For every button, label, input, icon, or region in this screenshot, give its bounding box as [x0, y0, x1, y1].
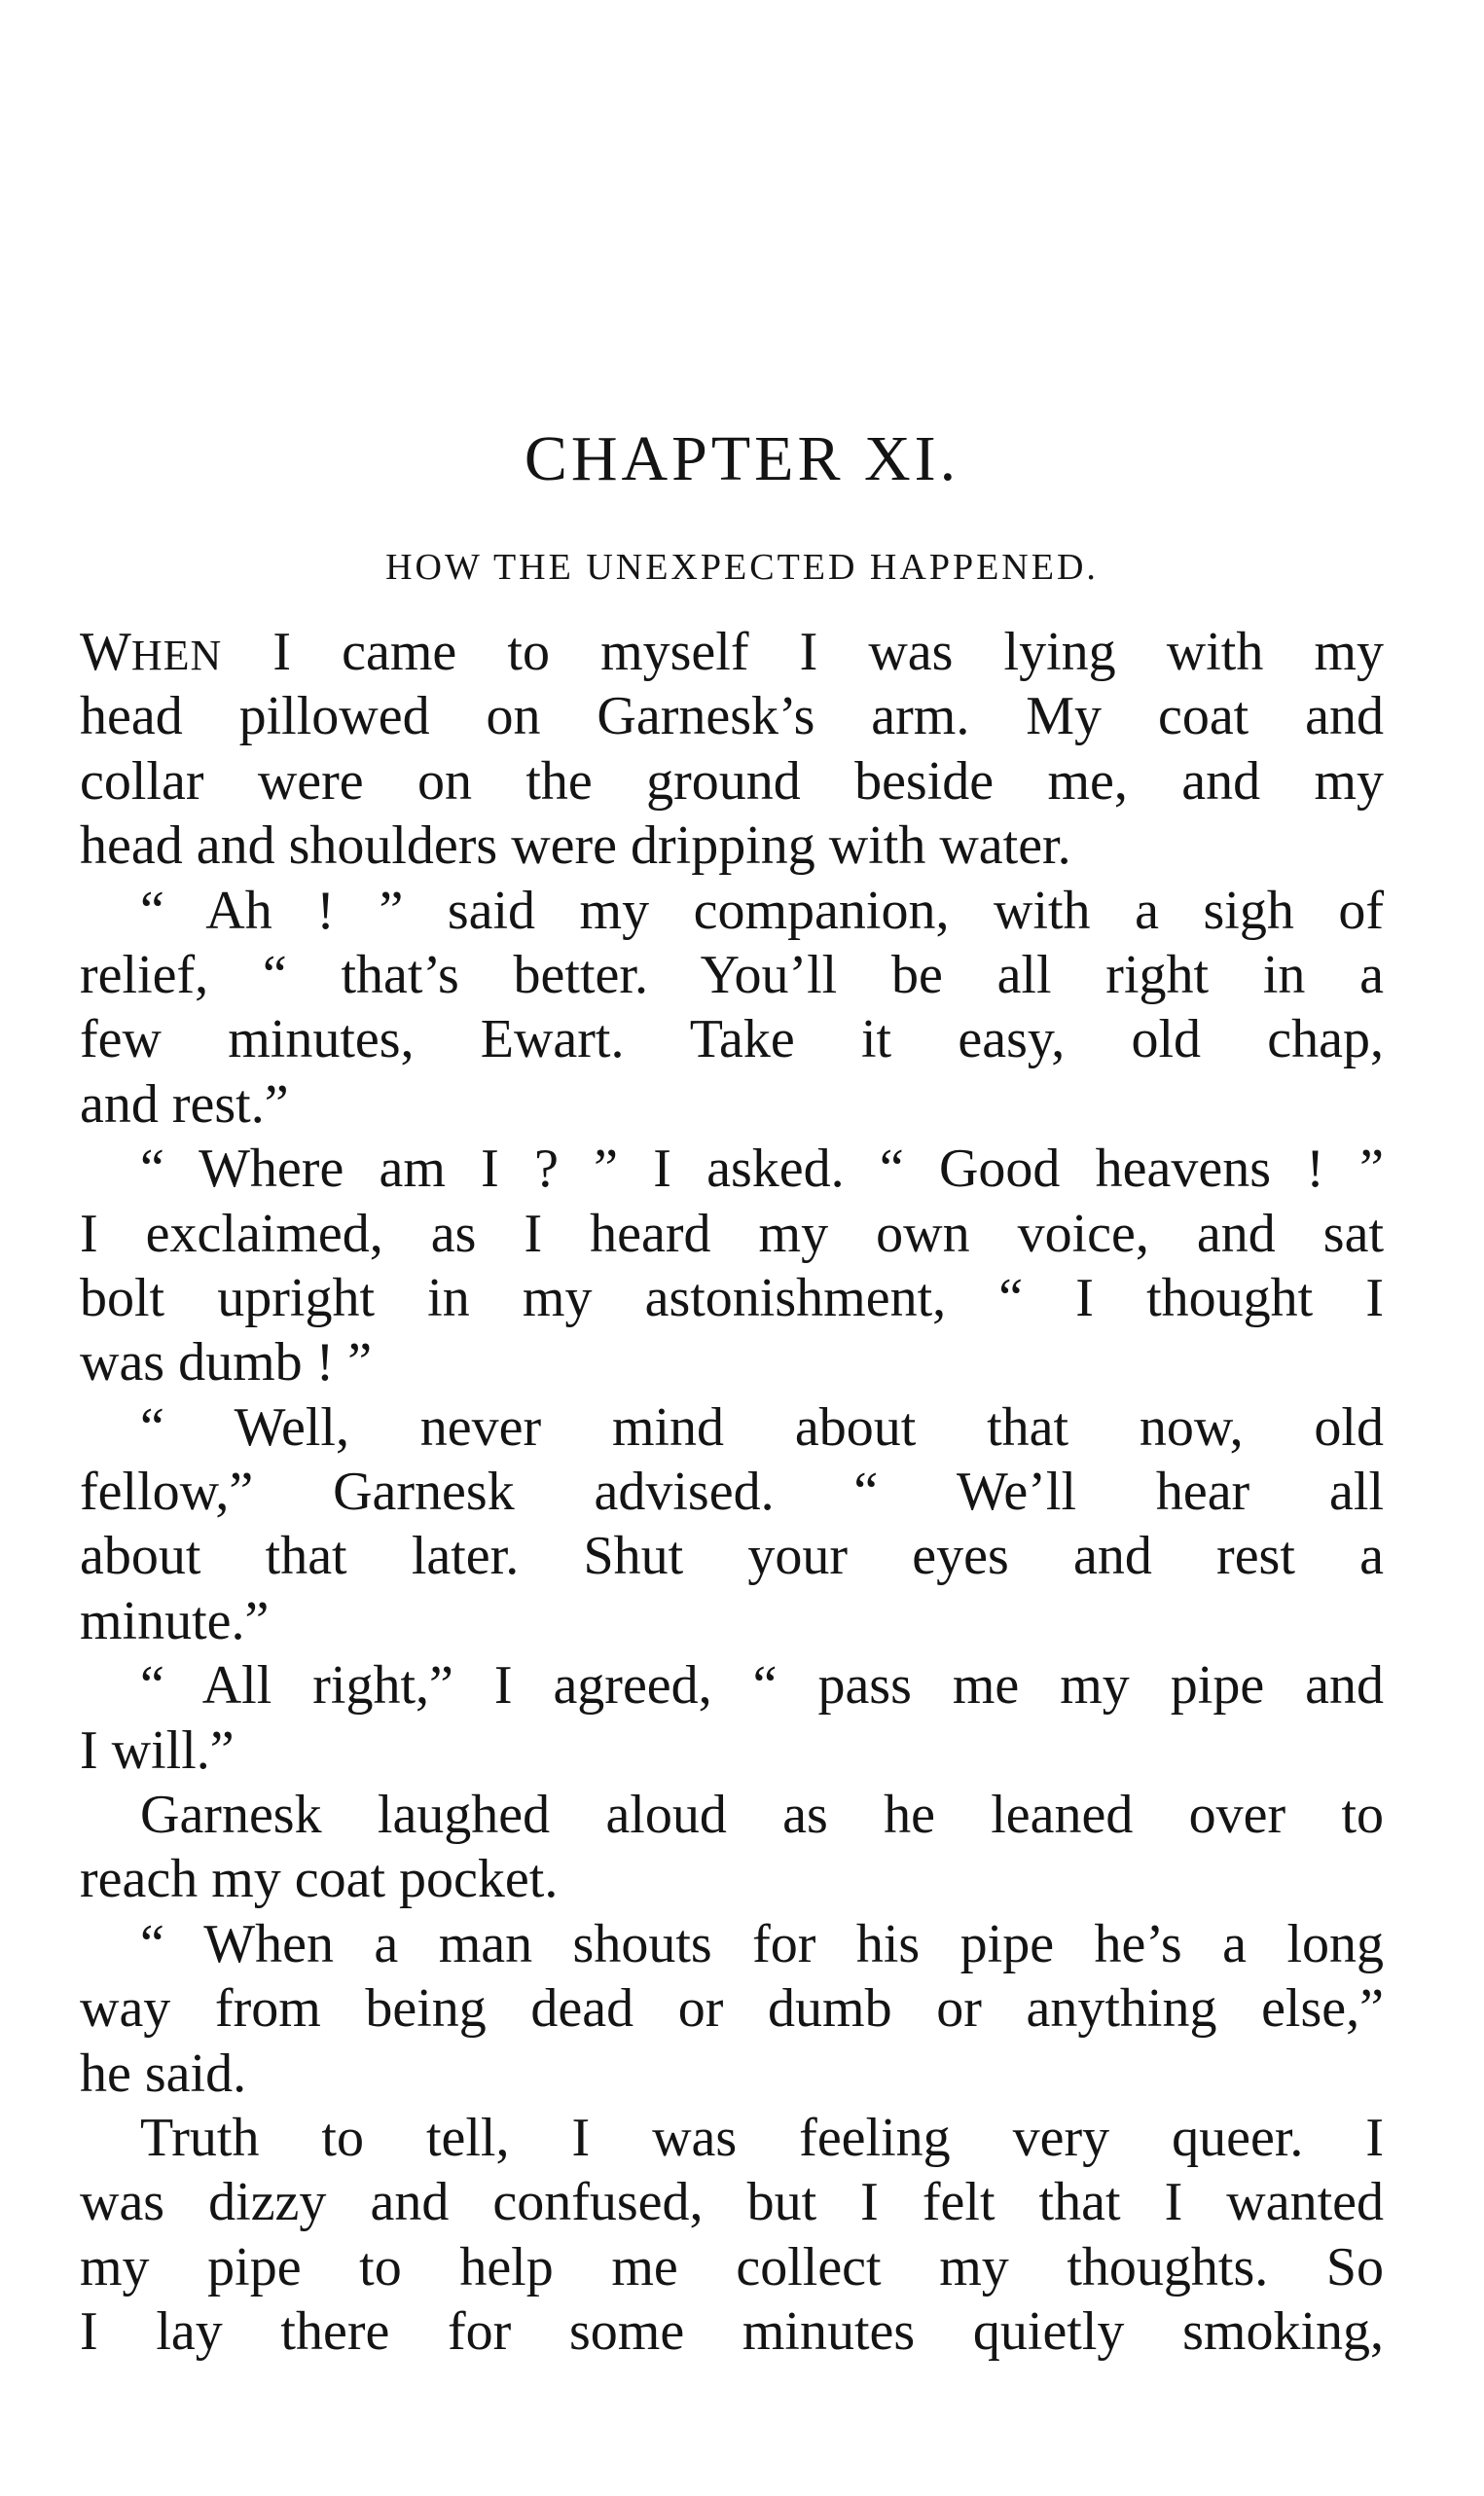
text-line: Truth to tell, I was feeling very queer. I [140, 2107, 1384, 2168]
text-line: relief, “ that’s better. You’ll be all right in a [80, 944, 1384, 1005]
initial-letter: W [80, 622, 131, 682]
chapter-subtitle: HOW THE UNEXPECTED HAPPENED. [385, 547, 1099, 588]
text-line: way from being dead or dumb or anything else,” [80, 1978, 1384, 2040]
small-caps-word: HEN [130, 632, 223, 679]
text-line: “ When a man shouts for his pipe he’s a long [140, 1913, 1384, 1974]
text-line: collar were on the ground beside me, and my [80, 750, 1384, 812]
chapter-title: CHAPTER XI. [524, 423, 960, 494]
text-line: I will.” [80, 1719, 235, 1781]
text-line: my pipe to help me collect my thoughts. So [80, 2236, 1384, 2297]
text-line: reach my coat pocket. [80, 1849, 559, 1910]
text-line [80, 620, 1384, 684]
text-line: “ Where am I ? ” I asked. “ Good heavens ! ” [140, 1139, 1384, 1200]
text-line: few minutes, Ewart. Take it easy, old chap, [80, 1009, 1384, 1070]
text-line: “ Well, never mind about that now, old [140, 1396, 1384, 1458]
text-line: “ Ah ! ” said my companion, with a sigh of [140, 880, 1384, 941]
text-line: head pillowed on Garnesk’s arm. My coat and [80, 686, 1384, 747]
text-line: minute.” [80, 1590, 270, 1651]
text-line: “ All right,” I agreed, “ pass me my pipe and [140, 1655, 1384, 1717]
text-line: and rest.” [80, 1073, 289, 1135]
text-line: head and shoulders were dripping with water. [80, 815, 1071, 877]
chapter-body [80, 620, 1384, 2365]
text-line: bolt upright in my astonishment, “ I thought I [80, 1267, 1384, 1328]
text-line: Garnesk laughed aloud as he leaned over to [140, 1785, 1384, 1846]
text-line: I exclaimed, as I heard my own voice, and sat [80, 1203, 1384, 1264]
text-line: he said. [80, 2043, 247, 2104]
text-line: was dumb ! ” [80, 1332, 373, 1393]
text-line: about that later. Shut your eyes and rest a [80, 1526, 1384, 1587]
line-text: I came to myself I was lying with my [222, 622, 1384, 682]
text-line: was dizzy and confused, but I felt that I wanted [80, 2172, 1384, 2233]
text-line: I lay there for some minutes quietly smoking, [80, 2301, 1384, 2363]
text-line: fellow,” Garnesk advised. “ We’ll hear all [80, 1462, 1384, 1523]
